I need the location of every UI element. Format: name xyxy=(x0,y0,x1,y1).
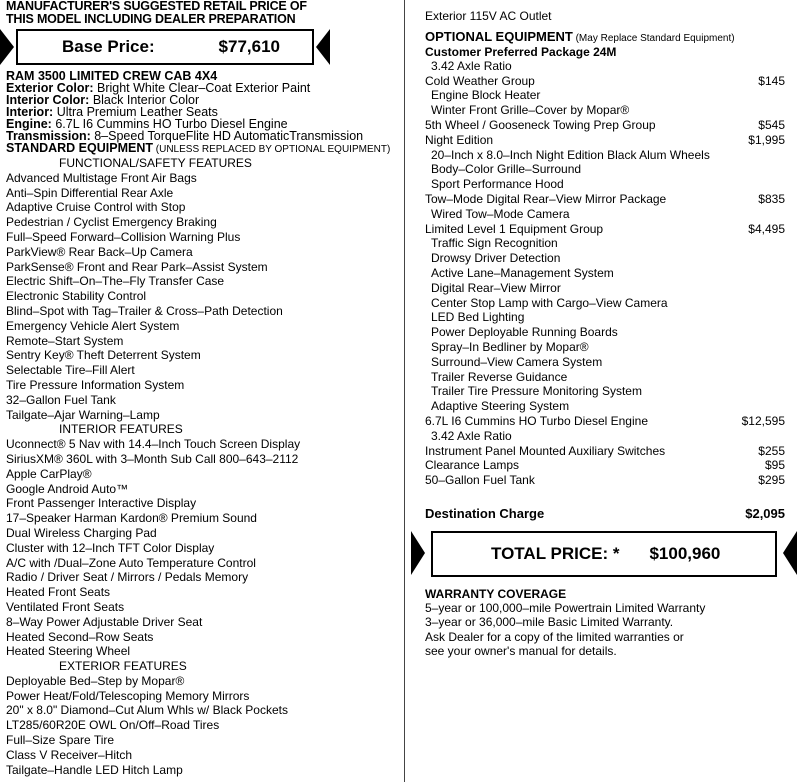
option-text: Tow–Mode Digital Rear–View Mirror Package xyxy=(425,191,667,206)
option-price: $145 xyxy=(758,73,785,88)
option-text: 3.42 Axle Ratio xyxy=(431,58,512,73)
option-line xyxy=(425,429,785,444)
option-line xyxy=(425,370,785,385)
option-price: $95 xyxy=(764,458,785,473)
option-line xyxy=(425,340,785,355)
list-item: Power Heat/Fold/Telescoping Memory Mirrors xyxy=(6,688,250,703)
optional-equipment-subtitle: (May Replace Standard Equipment) xyxy=(572,32,735,44)
list-item: Blind–Spot with Tag–Trailer & Cross–Path Detection xyxy=(6,303,283,318)
option-line xyxy=(425,177,785,192)
ac-outlet-text: Exterior 115V AC Outlet xyxy=(425,9,552,23)
list-item: Pedestrian / Cyclist Emergency Braking xyxy=(6,215,217,230)
option-line xyxy=(425,384,785,399)
list-item: Sentry Key® Theft Deterrent System xyxy=(6,348,201,363)
option-line xyxy=(425,88,785,103)
list-item: 17–Speaker Harman Kardon® Premium Sound xyxy=(6,511,257,526)
destination-charge-row xyxy=(425,506,785,521)
total-price-amount: $100,960 xyxy=(649,543,721,563)
warranty-line: see your owner's manual for details. xyxy=(425,644,617,659)
list-item: Heated Second–Row Seats xyxy=(6,629,154,644)
list-item: 8–Way Power Adjustable Driver Seat xyxy=(6,614,203,629)
right-column xyxy=(425,0,785,659)
list-item: ParkView® Rear Back–Up Camera xyxy=(6,244,193,259)
option-text: Winter Front Grille–Cover by Mopar® xyxy=(431,103,630,118)
vehicle-spec-value: Bright White Clear–Coat Exterior Paint xyxy=(93,81,311,95)
base-price-label: Base Price: xyxy=(62,37,155,56)
exterior-list xyxy=(6,674,396,778)
option-line xyxy=(425,414,785,429)
option-line xyxy=(425,325,785,340)
vehicle-spec-label: Exterior Color: xyxy=(6,81,94,95)
warranty-line: 3–year or 36,000–mile Basic Limited Warranty. xyxy=(425,615,674,630)
option-text: Traffic Sign Recognition xyxy=(431,236,558,251)
list-item: Full–Speed Forward–Collision Warning Plus xyxy=(6,229,241,244)
option-line xyxy=(425,444,785,459)
functional-list xyxy=(6,171,396,423)
option-price: $1,995 xyxy=(748,132,785,147)
option-price: $255 xyxy=(758,443,785,458)
base-price-box xyxy=(16,29,314,65)
option-line xyxy=(425,473,785,488)
option-line xyxy=(425,74,785,89)
option-text: Power Deployable Running Boards xyxy=(431,325,618,340)
option-line xyxy=(425,222,785,237)
list-item: Emergency Vehicle Alert System xyxy=(6,318,180,333)
arrow-right-icon xyxy=(411,531,425,575)
standard-equipment-heading xyxy=(6,142,396,156)
option-text: Sport Performance Hood xyxy=(431,177,564,192)
vehicle-spec-value: 8–Speed TorqueFlite HD AutomaticTransmission xyxy=(90,129,364,143)
option-text: Engine Block Heater xyxy=(431,88,541,103)
list-item: A/C with /Dual–Zone Auto Temperature Control xyxy=(6,555,256,570)
list-item: Ventilated Front Seats xyxy=(6,599,125,614)
option-line xyxy=(425,192,785,207)
list-item: 32–Gallon Fuel Tank xyxy=(6,392,116,407)
list-item: Tailgate–Ajar Warning–Lamp xyxy=(6,407,160,422)
vehicle-spec-label: Engine: xyxy=(6,117,52,131)
option-line xyxy=(425,148,785,163)
option-price: $835 xyxy=(758,191,785,206)
option-text: Trailer Reverse Guidance xyxy=(431,369,568,384)
standard-equipment-subtitle: (UNLESS REPLACED BY OPTIONAL EQUIPMENT) xyxy=(153,144,391,155)
list-item: Advanced Multistage Front Air Bags xyxy=(6,170,197,185)
msrp-header-line2: THIS MODEL INCLUDING DEALER PREPARATION xyxy=(6,12,296,26)
ac-outlet-line xyxy=(425,9,785,24)
optional-equipment-title: OPTIONAL EQUIPMENT xyxy=(425,28,573,44)
left-column xyxy=(6,0,396,777)
arrow-right-icon xyxy=(0,29,14,65)
list-item: Anti–Spin Differential Rear Axle xyxy=(6,185,174,200)
option-text: 50–Gallon Fuel Tank xyxy=(425,473,535,488)
option-text: 5th Wheel / Gooseneck Towing Prep Group xyxy=(425,117,656,132)
option-text: Trailer Tire Pressure Monitoring System xyxy=(431,384,642,399)
column-divider xyxy=(404,0,405,782)
option-text: LED Bed Lighting xyxy=(431,310,525,325)
list-item: Google Android Auto™ xyxy=(6,481,129,496)
msrp-header-line1: MANUFACTURER'S SUGGESTED RETAIL PRICE OF xyxy=(6,0,307,13)
total-price-box xyxy=(431,531,777,577)
option-text: Spray–In Bedliner by Mopar® xyxy=(431,339,589,354)
destination-amount: $2,095 xyxy=(745,505,785,521)
destination-label: Destination Charge xyxy=(425,505,545,521)
list-item: Tailgate–Handle LED Hitch Lamp xyxy=(6,762,183,777)
option-text: Body–Color Grille–Surround xyxy=(431,162,582,177)
option-line xyxy=(425,399,785,414)
vehicle-spec-label: Interior: xyxy=(6,105,54,119)
total-price-banner xyxy=(411,531,797,577)
vehicle-spec-value: Ultra Premium Leather Seats xyxy=(53,105,218,119)
option-line xyxy=(425,355,785,370)
option-price: $12,595 xyxy=(741,413,785,428)
vehicle-title: RAM 3500 LIMITED CREW CAB 4X4 xyxy=(6,69,218,83)
base-price-banner xyxy=(0,29,330,65)
option-line xyxy=(425,103,785,118)
list-item: Electronic Stability Control xyxy=(6,289,147,304)
option-text: Cold Weather Group xyxy=(425,73,535,88)
list-item: SiriusXM® 360L with 3–Month Sub Call 800–643–2112 xyxy=(6,451,299,466)
vehicle-spec-label: Interior Color: xyxy=(6,93,90,107)
warranty-line: 5–year or 100,000–mile Powertrain Limited Warranty xyxy=(425,600,706,615)
list-item: Radio / Driver Seat / Mirrors / Pedals Memory xyxy=(6,570,249,585)
option-text: Surround–View Camera System xyxy=(431,354,603,369)
list-item: Heated Front Seats xyxy=(6,585,111,600)
option-text: Limited Level 1 Equipment Group xyxy=(425,221,604,236)
option-line xyxy=(425,296,785,311)
optional-lines xyxy=(425,59,785,488)
list-item: Class V Receiver–Hitch xyxy=(6,747,133,762)
option-line xyxy=(425,251,785,266)
list-item: Full–Size Spare Tire xyxy=(6,733,115,748)
vehicle-spec-label: Transmission: xyxy=(6,129,91,143)
optional-equipment-heading xyxy=(425,30,785,46)
list-item: Uconnect® 5 Nav with 14.4–Inch Touch Screen Display xyxy=(6,437,301,452)
arrow-left-icon xyxy=(316,29,330,65)
option-price: $545 xyxy=(758,117,785,132)
exterior-features-heading: EXTERIOR FEATURES xyxy=(59,659,187,674)
list-item: Cluster with 12–Inch TFT Color Display xyxy=(6,540,215,555)
list-item: 20" x 8.0" Diamond–Cut Alum Whls w/ Black Pockets xyxy=(6,703,288,718)
list-item: Heated Steering Wheel xyxy=(6,644,131,659)
vehicle-spec-value: Black Interior Color xyxy=(89,93,200,107)
list-item: ParkSense® Front and Rear Park–Assist System xyxy=(6,259,268,274)
option-text: 20–Inch x 8.0–Inch Night Edition Black Alum Wheels xyxy=(431,147,710,162)
option-text: Instrument Panel Mounted Auxiliary Switches xyxy=(425,443,666,458)
msrp-header xyxy=(6,0,396,26)
functional-safety-heading: FUNCTIONAL/SAFETY FEATURES xyxy=(59,156,252,170)
list-item: Selectable Tire–Fill Alert xyxy=(6,363,135,378)
option-text: 3.42 Axle Ratio xyxy=(431,428,512,443)
option-text: Adaptive Steering System xyxy=(431,399,570,414)
option-line xyxy=(425,59,785,74)
list-item: Front Passenger Interactive Display xyxy=(6,496,197,511)
warranty-line: Ask Dealer for a copy of the limited warranties or xyxy=(425,629,684,644)
list-item: LT285/60R20E OWL On/Off–Road Tires xyxy=(6,718,220,733)
vehicle-spec-value: 6.7L I6 Cummins HO Turbo Diesel Engine xyxy=(51,117,288,131)
list-item: Apple CarPlay® xyxy=(6,466,92,481)
interior-list xyxy=(6,437,396,659)
base-price-amount: $77,610 xyxy=(218,37,280,56)
list-item: Electric Shift–On–The–Fly Transfer Case xyxy=(6,274,225,289)
total-price-label: TOTAL PRICE: * xyxy=(491,543,620,563)
warranty-lines xyxy=(425,601,785,659)
arrow-left-icon xyxy=(783,531,797,575)
option-line xyxy=(425,458,785,473)
vehicle-specs xyxy=(6,82,396,142)
option-line xyxy=(425,236,785,251)
list-item: Tire Pressure Information System xyxy=(6,377,185,392)
warranty-heading: WARRANTY COVERAGE xyxy=(425,586,567,601)
option-price: $295 xyxy=(758,473,785,488)
option-text: Center Stop Lamp with Cargo–View Camera xyxy=(431,295,668,310)
option-line xyxy=(425,118,785,133)
interior-features-heading: INTERIOR FEATURES xyxy=(59,422,183,437)
option-line xyxy=(425,310,785,325)
option-text: Wired Tow–Mode Camera xyxy=(431,206,570,221)
option-text: 6.7L I6 Cummins HO Turbo Diesel Engine xyxy=(425,413,648,428)
list-item: Adaptive Cruise Control with Stop xyxy=(6,200,186,215)
list-item: Remote–Start System xyxy=(6,333,124,348)
standard-equipment-title: STANDARD EQUIPMENT xyxy=(6,141,153,155)
package-title: Customer Preferred Package 24M xyxy=(425,44,617,59)
option-text: Digital Rear–View Mirror xyxy=(431,280,561,295)
option-line xyxy=(425,281,785,296)
option-text: Drowsy Driver Detection xyxy=(431,251,561,266)
option-text: Night Edition xyxy=(425,132,494,147)
option-line xyxy=(425,207,785,222)
option-text: Clearance Lamps xyxy=(425,458,520,473)
list-item: Deployable Bed–Step by Mopar® xyxy=(6,673,185,688)
option-text: Active Lane–Management System xyxy=(431,265,614,280)
option-line xyxy=(425,133,785,148)
list-item: Dual Wireless Charging Pad xyxy=(6,525,157,540)
option-price: $4,495 xyxy=(748,221,785,236)
option-line xyxy=(425,266,785,281)
option-line xyxy=(425,162,785,177)
